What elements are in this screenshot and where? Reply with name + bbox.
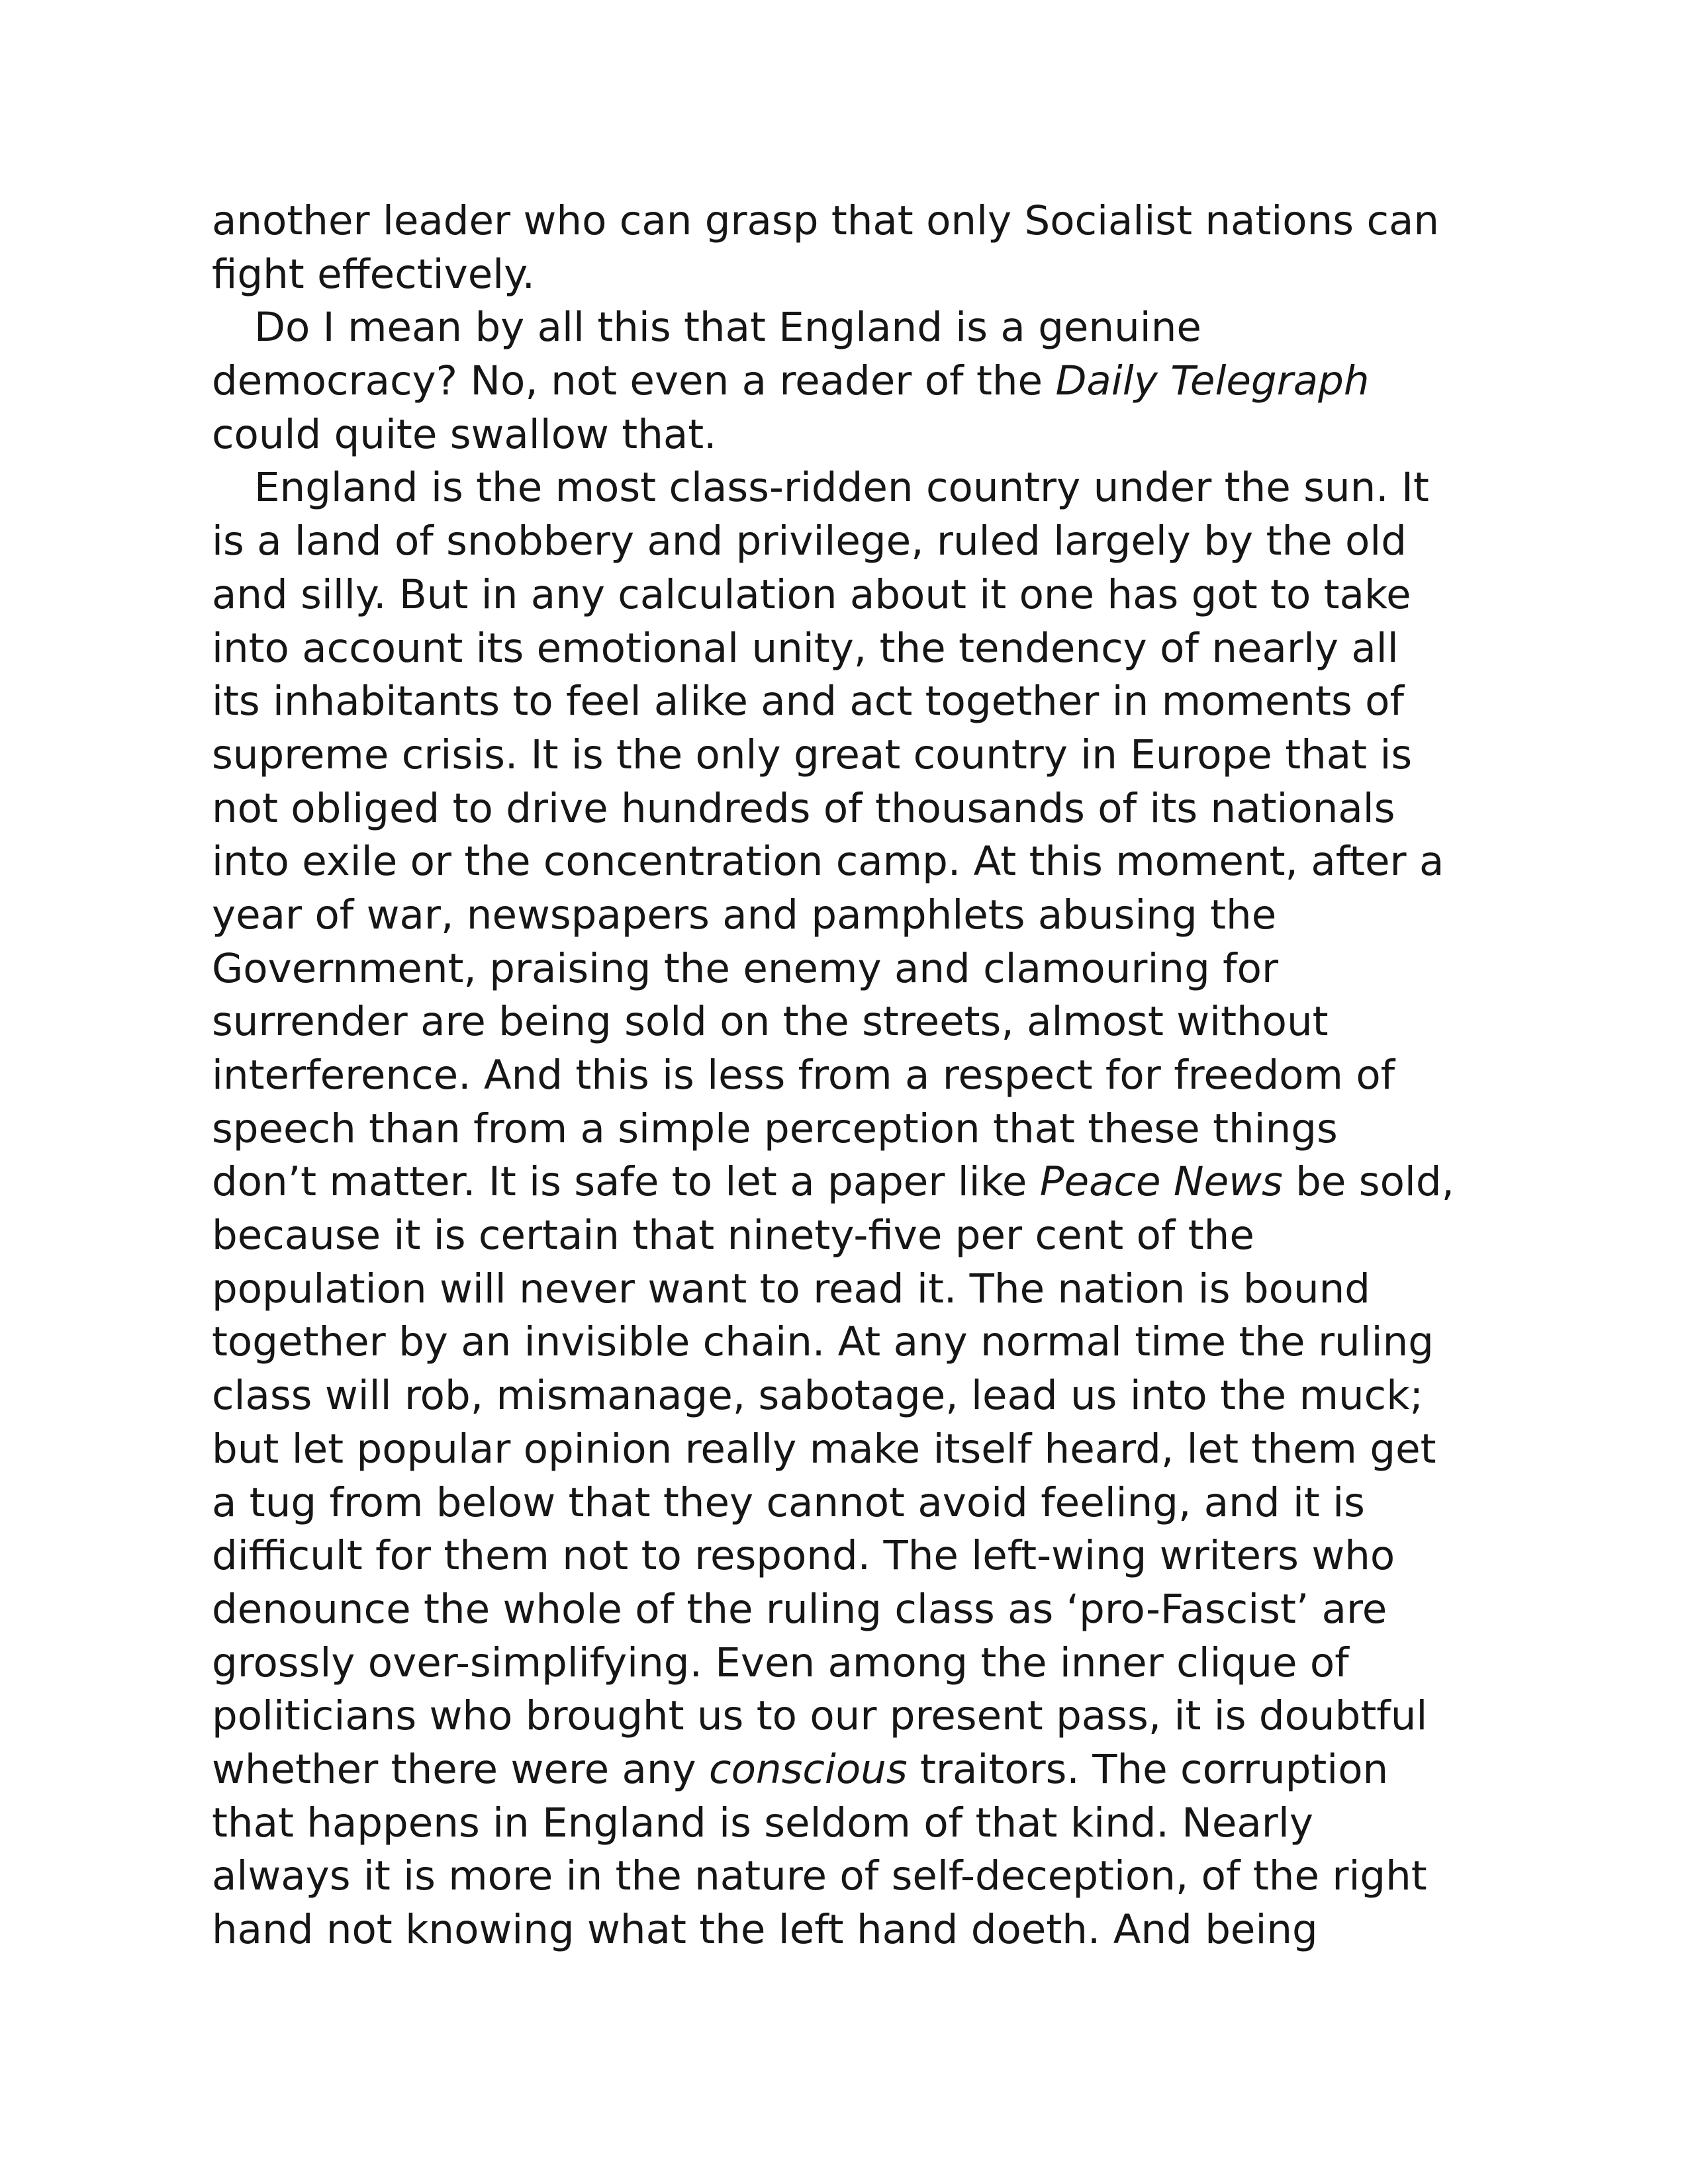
text-line: England is the most class-ridden country under the sun. It (254, 464, 1429, 512)
text-line: is a land of snobbery and privilege, ruled largely by the old (212, 518, 1407, 565)
text-line: year of war, newspapers and pamphlets abusing the (212, 891, 1277, 938)
text-line: Government, praising the enemy and clamouring for (212, 944, 1279, 992)
text-run: don’t matter. It is safe to let a paper like (212, 1158, 1040, 1206)
text-line: surrender are being sold on the streets, almost without (212, 998, 1329, 1046)
text-run: democracy? No, not even a reader of the (212, 357, 1056, 405)
text-line: a tug from below that they cannot avoid feeling, and it is (212, 1479, 1365, 1526)
italic-emphasis-conscious: conscious (709, 1745, 908, 1793)
text-line (212, 1156, 1483, 1209)
paragraph-1 (212, 195, 1483, 301)
text-line: into exile or the concentration camp. At this moment, after a (212, 838, 1444, 886)
text-line: difficult for them not to respond. The left-wing writers who (212, 1532, 1395, 1580)
text-run: traitors. The corruption (907, 1745, 1389, 1793)
text-line (212, 1743, 1483, 1797)
text-line (212, 355, 1483, 408)
italic-title-daily-telegraph: Daily Telegraph (1055, 357, 1370, 405)
paragraph-2 (212, 301, 1483, 461)
paragraph-3 (212, 461, 1483, 1956)
text-line: that happens in England is seldom of that kind. Nearly (212, 1799, 1313, 1846)
text-line: class will rob, mismanage, sabotage, lead us into the muck; (212, 1372, 1424, 1420)
text-line: always it is more in the nature of self-deception, of the right (212, 1852, 1427, 1900)
text-line: another leader who can grasp that only Socialist nations can (212, 197, 1440, 244)
text-line: because it is certain that ninety-five per cent of the (212, 1212, 1254, 1259)
text-line: together by an invisible chain. At any normal time the ruling (212, 1318, 1434, 1366)
text-line: its inhabitants to feel alike and act together in moments of (212, 678, 1404, 725)
text-line: grossly over-simplifying. Even among the inner clique of (212, 1639, 1349, 1686)
text-line: but let popular opinion really make itself heard, let them get (212, 1425, 1436, 1473)
text-line: Do I mean by all this that England is a genuine (254, 304, 1201, 351)
text-line: population will never want to read it. The nation is bound (212, 1265, 1370, 1312)
italic-title-peace-news: Peace News (1039, 1158, 1283, 1206)
text-run: whether there were any (212, 1745, 710, 1793)
text-line: denounce the whole of the ruling class as ‘pro-Fascist’ are (212, 1585, 1387, 1633)
text-line: supreme crisis. It is the only great country in Europe that is (212, 731, 1413, 778)
text-line: politicians who brought us to our present pass, it is doubtful (212, 1692, 1428, 1740)
text-line: fight effectively. (212, 250, 535, 298)
text-run: be sold, (1282, 1158, 1454, 1206)
text-line: could quite swallow that. (212, 410, 717, 458)
text-line: and silly. But in any calculation about it one has got to take (212, 570, 1411, 618)
document-page (212, 195, 1483, 1957)
text-line: hand not knowing what the left hand doeth. And being (212, 1906, 1318, 1953)
text-line: speech than from a simple perception that these things (212, 1105, 1338, 1152)
text-line: not obliged to drive hundreds of thousands of its nationals (212, 784, 1395, 832)
text-line: into account its emotional unity, the tendency of nearly all (212, 624, 1399, 672)
text-line: interference. And this is less from a respect for freedom of (212, 1052, 1395, 1099)
